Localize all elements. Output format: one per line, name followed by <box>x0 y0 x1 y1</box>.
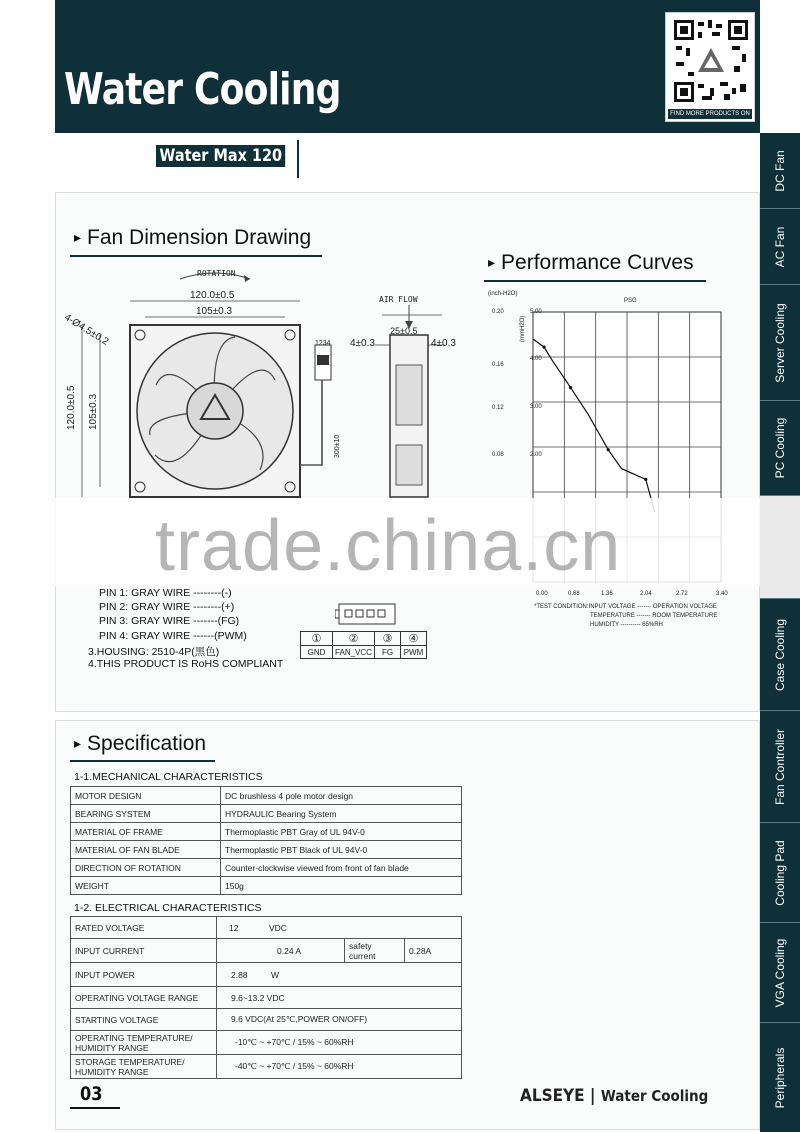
connector-pin-numbers: 1234 <box>315 340 331 347</box>
watermark-text: trade.china.cn <box>155 506 622 586</box>
tab-case-cooling[interactable] <box>760 599 800 711</box>
x-tick-label: 0.00 <box>536 591 548 597</box>
pin-label: FG <box>375 646 401 659</box>
spec-label: MATERIAL OF FAN BLADE <box>71 841 221 859</box>
tab-label: DC Fan <box>773 149 787 192</box>
table-row <box>71 917 462 939</box>
x-tick-label: 3.40 <box>716 591 728 597</box>
table-row <box>71 1031 462 1055</box>
tab-label: AC Fan <box>773 226 787 267</box>
pin-label: PWM <box>401 646 427 659</box>
table-row <box>71 1055 462 1079</box>
qr-code[interactable] <box>665 12 755 122</box>
x-tick-label: 2.72 <box>676 591 688 597</box>
table-row <box>71 841 462 859</box>
footer-brand: ALSEYE | Water Cooling <box>520 1086 709 1106</box>
pin-4-text: PIN 4: GRAY WIRE ------(PWM) <box>99 630 247 642</box>
electrical-title: 1-2. ELECTRICAL CHARACTERISTICS <box>74 902 262 914</box>
curve-point <box>607 448 610 451</box>
rohs-text: 4.THIS PRODUCT IS RoHS COMPLIANT <box>88 658 284 670</box>
page-number-underline <box>70 1107 120 1109</box>
test-condition-note: *TEST CONDITION:INPUT VOLTAGE ------- OPERATION VOLTAGE <box>534 604 717 610</box>
inner-tick-label: 4.00 <box>530 356 542 362</box>
spec-value: 9.6 VDC(At 25℃,POWER ON/OFF) <box>217 1009 462 1031</box>
height-inner-dim: 105±0.3 <box>88 393 99 430</box>
spec-label: BEARING SYSTEM <box>71 805 221 823</box>
qr-caption: FIND MORE PRODUCTS ON <box>668 109 752 119</box>
spec-value: Thermoplastic PBT Black of UL 94V-0 <box>221 841 462 859</box>
tab-label: Fan Controller <box>773 728 787 805</box>
brand-name: ALSEYE <box>520 1086 585 1106</box>
power-unit: W <box>271 969 280 980</box>
tab-server-cooling[interactable] <box>760 285 800 401</box>
spec-label: MATERIAL OF FRAME <box>71 823 221 841</box>
x-tick-label: 2.04 <box>640 591 652 597</box>
mechanical-title: 1-1.MECHANICAL CHARACTERISTICS <box>74 771 263 783</box>
safety-value: 0.28A <box>405 939 462 963</box>
outer-tick-label: 0.20 <box>492 309 504 315</box>
curve-point <box>644 478 647 481</box>
safety-label: safety current <box>345 939 405 963</box>
dimension-heading-underline <box>70 255 322 257</box>
temperature-note: TEMPERATURE ------- ROOM TEMPERATURE <box>590 613 718 619</box>
spec-value <box>217 917 462 939</box>
table-row <box>71 787 462 805</box>
tab-label: Cooling Pad <box>773 839 787 906</box>
outer-unit-label: (inch-H2O) <box>488 291 518 297</box>
table-row <box>71 823 462 841</box>
spec-value: -40℃ ~ +70℃ / 15% ~ 60%RH <box>217 1055 462 1079</box>
outer-tick-label: 0.16 <box>492 362 504 368</box>
spec-value: 9.6~13.2 VDC <box>217 987 462 1009</box>
specification-heading: ▸ Specification <box>74 732 206 756</box>
tab-pc-cooling[interactable] <box>760 401 800 496</box>
width-outer-dim: 120.0±0.5 <box>190 290 235 301</box>
tab-fan-controller[interactable] <box>760 711 800 823</box>
page-number: 03 <box>80 1083 103 1105</box>
tab-ac-fan[interactable] <box>760 209 800 285</box>
spec-label: DIRECTION OF ROTATION <box>71 859 221 877</box>
spec-value: HYDRAULIC Bearing System <box>221 805 462 823</box>
electrical-table <box>70 916 462 1079</box>
table-row <box>71 987 462 1009</box>
hole-dim: 4-Ø4.5±0.2 <box>62 312 111 348</box>
spec-label: INPUT CURRENT <box>71 939 217 963</box>
op-temp-label-line2: HUMIDITY RANGE <box>75 1042 149 1053</box>
curve-point <box>542 346 545 349</box>
pin-number: ② <box>333 632 375 646</box>
table-row <box>71 1009 462 1031</box>
spec-label: INPUT POWER <box>71 963 217 987</box>
inner-tick-label: 2.00 <box>530 452 542 458</box>
side-right-dim: 4±0.3 <box>431 338 456 349</box>
table-row <box>71 963 462 987</box>
tab-label: Peripherals <box>773 1047 787 1108</box>
spec-label: WEIGHT <box>71 877 221 895</box>
housing-text: 3.HOUSING: 2510-4P(黑色) <box>88 646 220 658</box>
subtitle-divider <box>297 140 299 178</box>
side-left-dim: 4±0.3 <box>350 338 375 349</box>
spec-label: MOTOR DESIGN <box>71 787 221 805</box>
curve-point <box>569 386 572 389</box>
pin-number: ③ <box>375 632 401 646</box>
pin-label: GND <box>301 646 333 659</box>
op-temp-label-line1: OPERATING TEMPERATURE/ <box>75 1032 193 1043</box>
specification-heading-underline <box>70 760 215 762</box>
width-inner-dim: 105±0.3 <box>196 306 233 317</box>
spec-label: RATED VOLTAGE <box>71 917 217 939</box>
x-tick-label: 0.68 <box>568 591 580 597</box>
table-row <box>71 877 462 895</box>
pin-assignment-table <box>300 631 427 659</box>
rotation-label: ROTATION <box>197 269 236 278</box>
spec-value: 150g <box>221 877 462 895</box>
pin-number: ① <box>301 632 333 646</box>
product-subtitle: Water Max 120 <box>156 145 285 167</box>
spec-label <box>71 1055 217 1079</box>
spec-value <box>217 963 462 987</box>
table-row <box>71 859 462 877</box>
humidity-note: HUMIDITY ---------- 65%RH <box>590 622 663 628</box>
tab-water-cooling-active[interactable] <box>760 496 800 599</box>
pin-number: ④ <box>401 632 427 646</box>
spec-value: DC brushless 4 pole motor design <box>221 787 462 805</box>
x-tick-label: 1.36 <box>601 591 613 597</box>
spec-label: OPERATING VOLTAGE RANGE <box>71 987 217 1009</box>
cable-length-dim: 300±10 <box>334 434 341 458</box>
connector-housing-icon <box>335 600 405 628</box>
inner-tick-label: 3.00 <box>530 404 542 410</box>
depth-dim: 25±0.5 <box>390 326 418 336</box>
inner-tick-label: 5.00 <box>530 309 542 315</box>
mechanical-table <box>70 786 462 895</box>
table-row <box>71 805 462 823</box>
performance-heading: ▸ Performance Curves <box>488 251 694 275</box>
height-outer-dim: 120.0±0.5 <box>66 385 77 430</box>
spec-value: Counter-clockwise viewed from front of fan blade <box>221 859 462 877</box>
qr-code-icon <box>672 18 750 106</box>
tab-peripherals[interactable] <box>760 1023 800 1132</box>
tab-label: Server Cooling <box>773 302 787 383</box>
dimension-heading: ▸ Fan Dimension Drawing <box>74 226 311 250</box>
power-value: 2.88 <box>231 969 248 980</box>
tab-label: VGA Cooling <box>773 938 787 1007</box>
spec-label <box>71 1031 217 1055</box>
spec-value: Thermoplastic PBT Gray of UL 94V-0 <box>221 823 462 841</box>
tab-label: PC Cooling <box>773 417 787 479</box>
tab-cooling-pad[interactable] <box>760 823 800 923</box>
brand-section: Water Cooling <box>600 1087 709 1105</box>
outer-tick-label: 0.08 <box>492 452 504 458</box>
page-title: Water Cooling <box>64 64 341 115</box>
st-temp-label-line1: STORAGE TEMPERATURE/ <box>75 1056 185 1067</box>
performance-heading-underline <box>484 280 706 282</box>
category-tabs <box>760 133 800 1132</box>
pin-2-text: PIN 2: GRAY WIRE --------(+) <box>99 601 235 613</box>
pin-3-text: PIN 3: GRAY WIRE -------(FG) <box>99 615 240 627</box>
inner-unit-label: (mmH2O) <box>520 315 526 342</box>
spec-value: 0.24 A <box>217 939 345 963</box>
table-row <box>71 939 462 963</box>
airflow-label: AIR FLOW <box>379 295 418 304</box>
pin-1-text: PIN 1: GRAY WIRE --------(-) <box>99 587 232 599</box>
tab-label: Case Cooling <box>773 618 787 691</box>
rated-unit: VDC <box>269 922 287 933</box>
rated-value: 12 <box>229 922 239 933</box>
x-unit-label: PSG <box>624 298 637 304</box>
tab-vga-cooling[interactable] <box>760 923 800 1023</box>
spec-value: -10℃ ~ +70℃ / 15% ~ 60%RH <box>217 1031 462 1055</box>
spec-label: STARTING VOLTAGE <box>71 1009 217 1031</box>
tab-dc-fan[interactable] <box>760 133 800 209</box>
st-temp-label-line2: HUMIDITY RANGE <box>75 1066 149 1077</box>
pin-label: FAN_VCC <box>333 646 375 659</box>
outer-tick-label: 0.12 <box>492 405 504 411</box>
